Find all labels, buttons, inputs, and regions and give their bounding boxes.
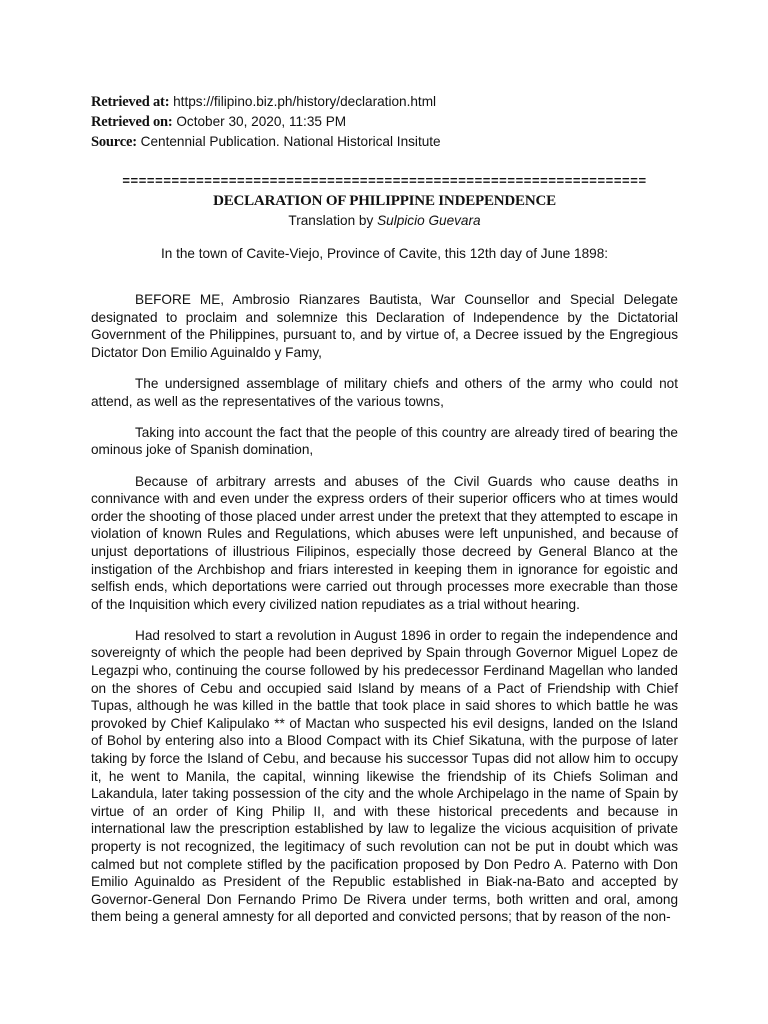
retrieved-on-label: Retrieved on: — [91, 114, 173, 130]
retrieved-at-line — [91, 92, 678, 112]
translation-prefix: Translation by — [288, 213, 378, 228]
retrieved-at-url: https://filipino.biz.ph/history/declaration.html — [169, 94, 437, 109]
document-title: DECLARATION OF PHILIPPINE INDEPENDENCE — [213, 193, 556, 209]
document-page — [91, 92, 678, 940]
retrieved-on-date: October 30, 2020, 11:35 PM — [172, 114, 347, 129]
separator-line: ================================================================ — [122, 174, 647, 188]
retrieved-on-line — [91, 112, 678, 132]
paragraph: Taking into account the fact that the people of this country are already tired of bearing the ominous joke of Spanish domination, — [91, 424, 678, 458]
paragraph: BEFORE ME, Ambrosio Rianzares Bautista, War Counsellor and Special Delegate designated to proclaim and solemnize this Declaration of Independence by the Dictatorial Government of the Philippines, pursuant to, and by virtue of, a Decree issued by the Engregious Dictator Don Emilio Aguinaldo y Famy, — [91, 292, 678, 360]
paragraph: Because of arbitrary arrests and abuses of the Civil Guards who cause deaths in connivance with and even under the express orders of their superior officers who at times would order the shooting of those placed under arrest under the pretext that they attempted to escape in violation of known Rules and Regulations, which abuses were left unpunished, and because of unjust deportations of illustrious Filipinos, especially those decreed by General Blanco at the instigation of the Archbishop and friars interested in keeping them in ignorance for egoistic and selfish ends, which deportations were carried out through processes more execrable than those of the Inquisition which every civilized nation repudiates as a trial without hearing. — [91, 473, 678, 612]
intro-line: In the town of Cavite-Viejo, Province of Cavite, this 12th day of June 1898: — [160, 246, 609, 261]
translation-credit — [91, 212, 678, 230]
paragraph: Had resolved to start a revolution in August 1896 in order to regain the independence and sovereignty of which the people had been deprived by Spain through Governor Miguel Lopez de Legazpi who, continuing the course followed by his predecessor Ferdinand Magellan who landed on the shores of Cebu and occupied said Island by means of a Pact of Friendship with Chief Tupas, although he was killed in the battle that took place in said shores to which battle he was provoked by Chief Kalipulako ** of Mactan who suspected his evil designs, landed on the Island of Bohol by entering also into a Blood Compact with its Chief Sikatuna, with the purpose of later taking by force the Island of Cebu, and because his successor Tupas did not allow him to occupy it, he went to Manila, the capital, winning likewise the friendship of its Chiefs Soliman and Lakandula, later taking possession of the city and the whole Archipelago in the name of Spain by virtue of an order of King Philip II, and with these historical precedents and because in international law the prescription established by law to legalize the vicious acquisition of private property is not recognized, the legitimacy of such revolution can not be put in doubt which was calmed but not complete stifled by the pacification proposed by Don Pedro A. Paterno with Don Emilio Aguinaldo as President of the Republic established in Biak-na-Bato and accepted by Governor-General Don Fernando Primo De Rivera under terms, both written and oral, among them being a general amnesty for all deported and convicted persons; that by reason of the non- — [91, 627, 678, 925]
paragraph: The undersigned assemblage of military chiefs and others of the army who could not attend, as well as the representatives of the various towns, — [91, 375, 678, 409]
translator-name: Sulpicio Guevara — [377, 213, 481, 228]
retrieved-at-label: Retrieved at: — [91, 94, 170, 110]
source-label: Source: — [91, 134, 137, 150]
source-value: Centennial Publication. National Historical Insitute — [136, 134, 441, 149]
source-line — [91, 132, 678, 152]
